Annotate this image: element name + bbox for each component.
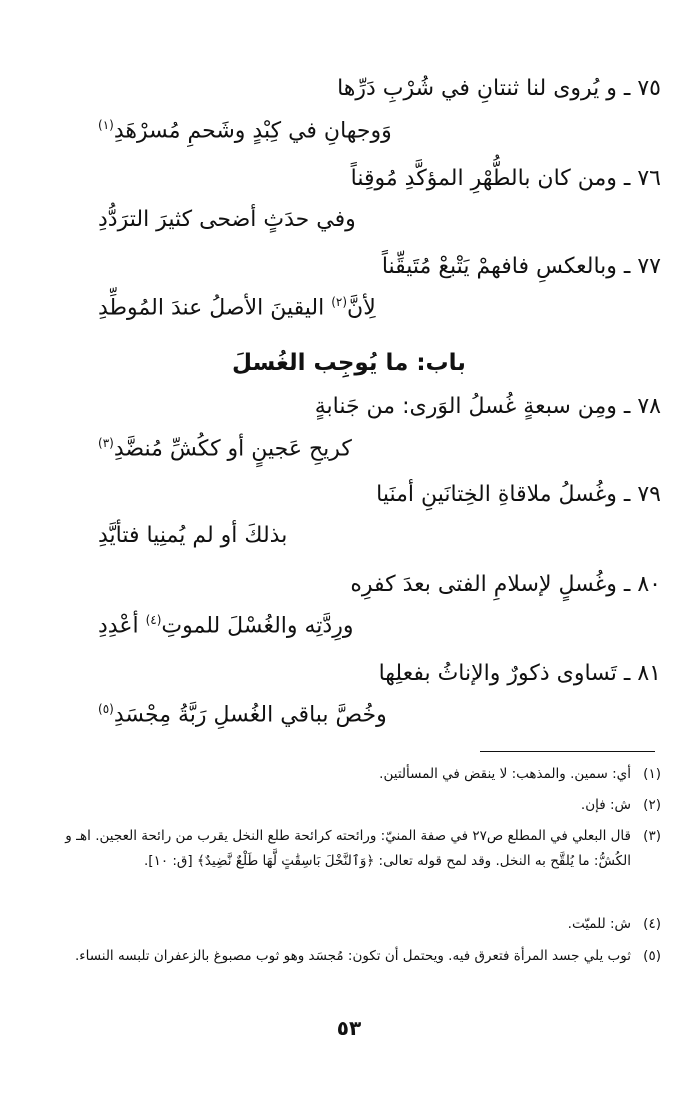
footnote-3-text: قال البعلي في المطلع ص٢٧ في صفة المنيّ: ورائحته كرائحة طلع النخل يقرب من رائحة العجين. اهـ و الكُشُّ: ما يُلقَّح به النخل. وقد لمح قوله تعالى: ﴿وَٱلنَّخْلَ بَاسِقَٰتٍ لَّهَا طَلْعٌ نَّضِيدٌ﴾ [ق: ١٠]. (65, 828, 631, 869)
footnote-4-text: ش: للميّت. (567, 916, 631, 932)
verse-79-first-hemistich: ٧٩ ـ وغُسلُ ملاقاةِ الخِتانَينِ أمنَيا (376, 482, 661, 507)
verse-75-second-hemistich (98, 119, 392, 142)
footnote-ref-4[interactable]: (٤) (145, 613, 162, 627)
footnote-5-text: ثوب يلي جسد المرأة فتعرق فيه. ويحتمل أن تكون: مُجسَد وهو ثوب مصبوغ بالزعفران تلبسه النساء. (74, 948, 631, 964)
verse-80-first-hemistich: ٨٠ ـ وغُسلٍ لإسلامِ الفتى بعدَ كفرِه (350, 572, 661, 597)
verse-77-second-text: اليقينَ الأصلُ عندَ المُوطِّدِ (98, 295, 332, 321)
verse-78-second-hemistich (98, 437, 352, 460)
verse-79-second-hemistich: بذلكَ أو لم يُمنِيا فتأيَّدِ (98, 523, 288, 548)
verse-75-second-text: وَوجهانِ في كِبْدٍ وشَحمِ مُسرْهَدِ (113, 118, 392, 144)
page-number: ٥٣ (336, 1016, 362, 1040)
verse-77-first-hemistich: ٧٧ ـ وبالعكسِ فافهمْ يَتْبعْ مُتَيقِّناً (381, 254, 661, 279)
verse-78-second-text: كريحِ عَجينٍ أو ككُشِّ مُنضَّدِ (113, 436, 352, 462)
verse-75-first-hemistich: ٧٥ ـ و يُروى لنا ثنتانِ في شُرْبِ دَرِّها (337, 76, 661, 101)
footnote-3 (39, 824, 661, 874)
footnote-5 (39, 944, 661, 969)
footnote-5-number: (٥) (643, 948, 661, 964)
footnote-ref-5[interactable]: (٥) (98, 702, 114, 716)
verse-77-second-hemistich (98, 296, 376, 319)
footnote-1 (39, 762, 661, 787)
footnote-2-text: ش: فإن. (580, 797, 631, 813)
verse-81-first-hemistich: ٨١ ـ تَساوى ذكورٌ والإناثُ بفعلِها (378, 661, 661, 686)
footnote-4-number: (٤) (643, 916, 661, 932)
footnote-4 (39, 912, 661, 937)
footnote-ref-1[interactable]: (١) (98, 118, 114, 132)
footnote-ref-2[interactable]: (٢) (331, 295, 348, 309)
verse-78-first-hemistich: ٧٨ ـ ومِن سبعةٍ غُسلُ الوَرى: من جَنابةٍ (314, 394, 661, 419)
footnote-separator (480, 751, 655, 752)
verse-81-second-text: وخُصَّ بباقي الغُسلِ رَبَّةُ مِجْسَدِ (113, 702, 387, 728)
verse-76-second-hemistich: وفي حدَثٍ أضحى كثيرَ الترَدُّدِ (98, 207, 356, 232)
verse-76-first-hemistich: ٧٦ ـ ومن كان بالطُّهْرِ المؤكَّدِ مُوقِناً (350, 166, 661, 191)
section-heading: باب: ما يُوجِب الغُسلَ (232, 350, 466, 376)
verse-80-second-hemistich (98, 614, 353, 637)
verse-77-second-prefix: لِأنَّ (347, 295, 376, 321)
footnote-3-number: (٣) (643, 828, 661, 844)
verse-81-second-hemistich (98, 703, 387, 726)
footnote-1-text: أي: سمين. والمذهب: لا ينقض في المسألتين. (379, 766, 631, 782)
verse-80-second-text: أعْدِدِ (98, 613, 146, 639)
footnote-1-number: (١) (643, 766, 661, 782)
verse-80-second-prefix: ورِدَّتِه والغُسْلَ للموتِ (161, 613, 354, 639)
footnote-ref-3[interactable]: (٣) (98, 436, 114, 450)
footnote-2 (39, 793, 661, 818)
footnote-2-number: (٢) (643, 797, 661, 813)
